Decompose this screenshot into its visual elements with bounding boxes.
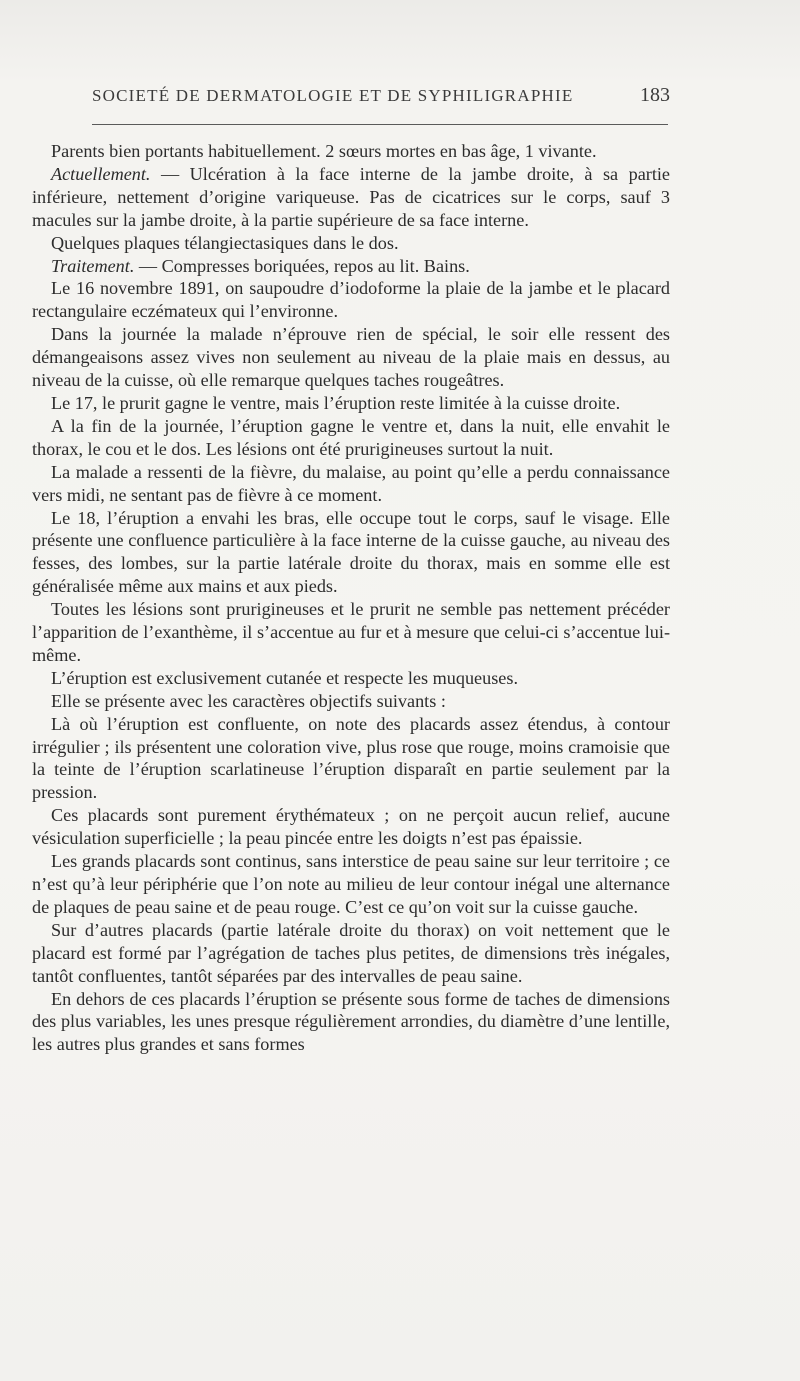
paragraph-text: La malade a ressenti de la fièvre, du malaise, au point qu’elle a perdu connaissance vers midi, ne sentant pas de fièvre à ce moment. (32, 461, 670, 505)
paragraph-lead: Traitement. (51, 255, 135, 276)
paragraph (32, 392, 670, 415)
paragraph-text: Les grands placards sont continus, sans interstice de peau saine sur leur territoire ; ce n’est qu’à leur périphérie que l’on note au milieu de leur contour inégal une alternance de plaques de peau saine et de peau rouge. C’est ce qu’on voit sur la cuisse gauche. (32, 851, 670, 917)
paragraph-text: Là où l’éruption est confluente, on note des placards assez étendus, à contour irrégulier ; ils présentent une coloration vive, plus rose que rouge, moins cramoisie que la teinte de l’éruption scarlatineuse l’éruption disparaît en partie seulement par la pression. (32, 713, 670, 803)
paragraph-text: — Ulcération à la face interne de la jambe droite, à sa partie inférieure, nettement d’origine variqueuse. Pas de cicatrices sur le corps, sauf 3 macules sur la jambe droite, à la partie supérieure de sa face interne. (32, 163, 670, 230)
paragraph-text: Ces placards sont purement érythémateux ; on ne perçoit aucun relief, aucune vésiculation superficielle ; la peau pincée entre les doigts n’est pas épaissie. (32, 805, 670, 849)
paragraph (32, 690, 670, 713)
paragraph-text: Le 18, l’éruption a envahi les bras, elle occupe tout le corps, sauf le visage. Elle présente une confluence particulière à la face interne de la cuisse gauche, au niveau des fesses, des lombes, sur la partie latérale droite du thorax, mais en somme elle est généralisée même aux mains et aux pieds. (32, 507, 670, 597)
paragraph (32, 713, 670, 805)
paragraph (32, 415, 670, 461)
paragraph (32, 163, 670, 232)
page-number: 183 (640, 84, 670, 106)
paragraph (32, 323, 670, 392)
paragraph (32, 667, 670, 690)
paragraph (32, 919, 670, 988)
paragraph (32, 850, 670, 919)
paragraph (32, 988, 670, 1057)
paragraph-text: A la fin de la journée, l’éruption gagne le ventre et, dans la nuit, elle envahit le thorax, le cou et le dos. Les lésions ont été prurigineuses surtout la nuit. (32, 415, 670, 459)
paragraph-text: Le 17, le prurit gagne le ventre, mais l’éruption reste limitée à la cuisse droite. (51, 392, 621, 413)
paragraph-text: Toutes les lésions sont prurigineuses et le prurit ne semble pas nettement précéder l’apparition de l’exanthème, il s’accentue au fur et à mesure que celui-ci s’accentue lui-même. (32, 599, 670, 665)
paragraph-text: Le 16 novembre 1891, on saupoudre d’iodoforme la plaie de la jambe et le placard rectangulaire eczémateux qui l’environne. (32, 278, 670, 322)
paragraph-text: En dehors de ces placards l’éruption se présente sous forme de taches de dimensions des plus variables, les unes presque régulièrement arrondies, du diamètre d’une lentille, les autres plus grandes et sans formes (32, 988, 670, 1055)
header-rule (92, 124, 668, 125)
paragraph (32, 277, 670, 323)
paragraph (32, 804, 670, 850)
paragraph-text: Sur d’autres placards (partie latérale droite du thorax) on voit nettement que le placard est formé par l’agrégation de taches plus petites, de dimensions très inégales, tantôt confluentes, tantôt séparées par des intervalles de peau saine. (32, 919, 670, 986)
paragraph (32, 507, 670, 599)
paragraph-lead: Actuellement. (51, 163, 151, 184)
paragraph-text: Dans la journée la malade n’éprouve rien de spécial, le soir elle ressent des démangeaisons assez vives non seulement au niveau de la plaie mais en dessus, au niveau de la cuisse, où elle remarque quelques taches rougeâtres. (32, 324, 670, 391)
paragraph (32, 255, 670, 278)
paragraph-text: Parents bien portants habituellement. 2 sœurs mortes en bas âge, 1 vivante. (51, 141, 597, 161)
paragraph-text: Elle se présente avec les caractères objectifs suivants : (51, 690, 446, 711)
paragraph (32, 598, 670, 667)
paragraph-text: Quelques plaques télangiectasiques dans le dos. (51, 232, 399, 253)
running-head (92, 84, 670, 110)
paragraph (32, 232, 670, 255)
body-text (32, 140, 670, 1056)
paragraph (32, 461, 670, 507)
running-head-title: SOCIETÉ DE DERMATOLOGIE ET DE SYPHILIGRAPHIE (92, 86, 574, 105)
paragraph (32, 140, 670, 163)
paragraph-text: L’éruption est exclusivement cutanée et respecte les muqueuses. (51, 667, 518, 688)
paragraph-text: — Compresses boriquées, repos au lit. Bains. (134, 255, 470, 276)
